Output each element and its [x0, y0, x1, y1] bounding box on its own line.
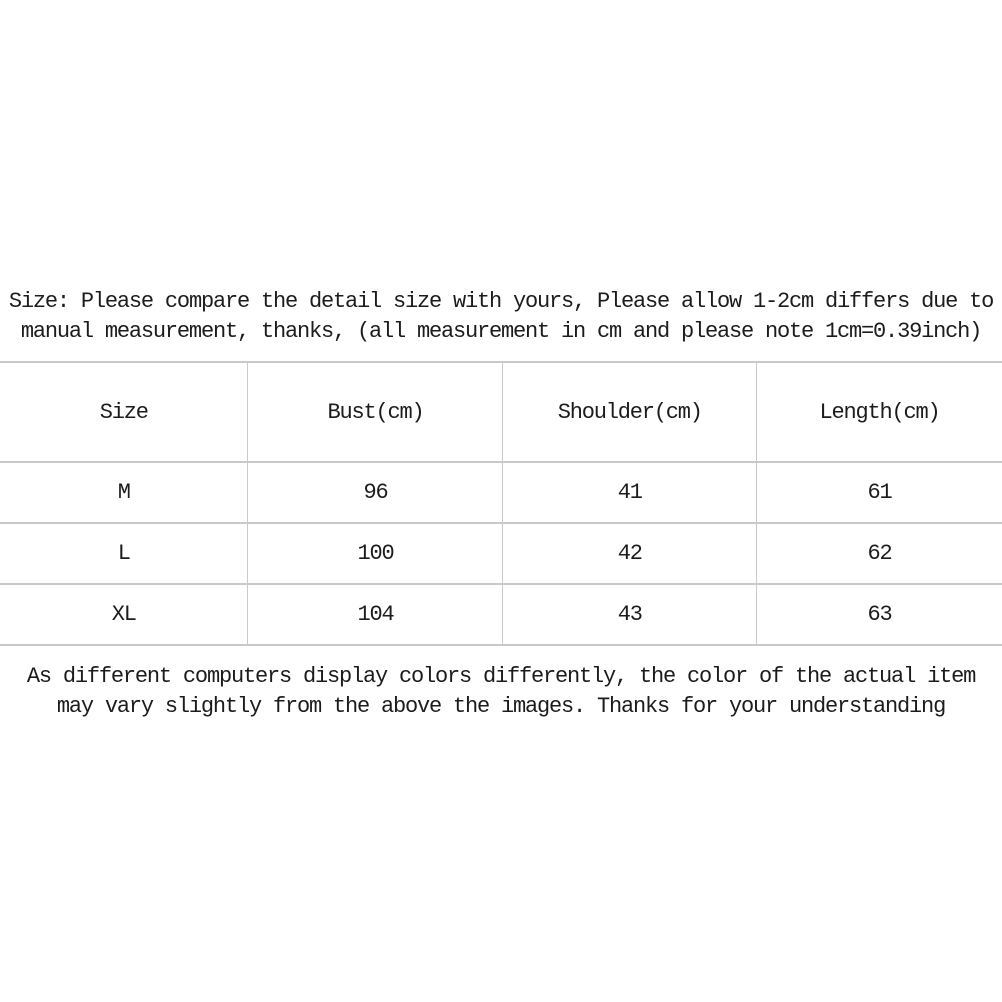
header-size: Size [0, 362, 248, 462]
cell-shoulder-l: 42 [503, 523, 757, 584]
cell-length-l: 62 [756, 523, 1002, 584]
measurement-note-line1: Size: Please compare the detail size with yours, Please allow 1-2cm differs due to [8, 289, 994, 314]
cell-size-l: L [0, 523, 248, 584]
table-row-m [0, 462, 1002, 523]
cell-shoulder-m: 41 [503, 462, 757, 523]
cell-bust-xl: 104 [248, 584, 503, 645]
cell-length-xl: 63 [756, 584, 1002, 645]
table-row-xl [0, 584, 1002, 645]
table-row-l [0, 523, 1002, 584]
header-length: Length(cm) [756, 362, 1002, 462]
color-disclaimer-line2: may vary slightly from the above the images. Thanks for your understanding [56, 694, 946, 719]
measurement-note [0, 287, 1002, 347]
cell-length-m: 61 [756, 462, 1002, 523]
header-shoulder: Shoulder(cm) [503, 362, 757, 462]
cell-bust-l: 100 [248, 523, 503, 584]
cell-shoulder-xl: 43 [503, 584, 757, 645]
color-disclaimer-line1: As different computers display colors differently, the color of the actual item [26, 664, 976, 689]
cell-size-xl: XL [0, 584, 248, 645]
header-bust: Bust(cm) [248, 362, 503, 462]
table-header-row [0, 362, 1002, 462]
cell-size-m: M [0, 462, 248, 523]
size-chart-table [0, 361, 1002, 646]
measurement-note-line2: manual measurement, thanks, (all measurement in cm and please note 1cm=0.39inch) [20, 319, 982, 344]
cell-bust-m: 96 [248, 462, 503, 523]
color-disclaimer-note [0, 662, 1002, 722]
